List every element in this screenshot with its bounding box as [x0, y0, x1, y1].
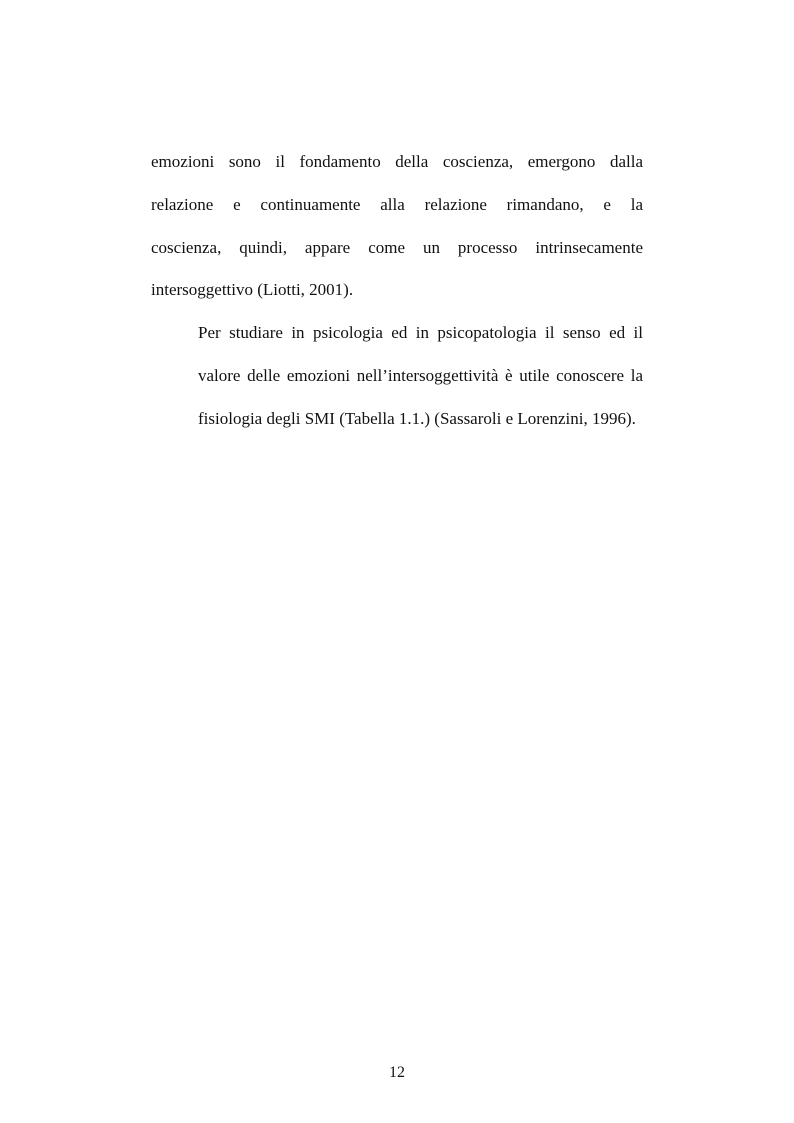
text-line: emozioni sono il fondamento della coscienza, emergono dalla — [151, 152, 643, 171]
body-text — [151, 141, 643, 441]
page-number: 12 — [389, 1064, 405, 1081]
text-line: intersoggettivo (Liotti, 2001). — [151, 280, 354, 300]
text-line: Per studiare in psicologia ed in psicopatologia il senso ed il — [198, 323, 643, 343]
paragraph-1 — [151, 141, 643, 312]
text-line: relazione e continuamente alla relazione rimandano, e la — [151, 194, 643, 214]
text-line: fisiologia degli SMI (Tabella 1.1.) (Sassaroli e Lorenzini, 1996). — [198, 408, 636, 428]
text-line: valore delle emozioni nell’intersoggettività è utile conoscere la — [198, 365, 643, 385]
paragraph-2 — [151, 312, 643, 440]
text-line: coscienza, quindi, appare come un processo intrinsecamente — [151, 237, 643, 257]
